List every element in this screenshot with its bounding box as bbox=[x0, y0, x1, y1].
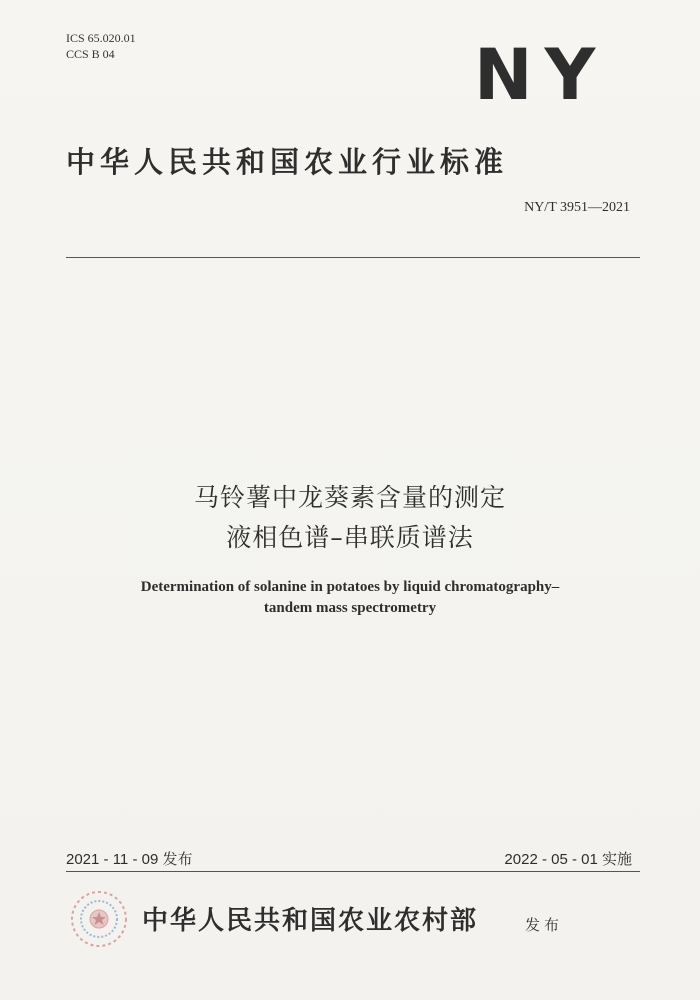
title-chinese-line-1: 马铃薯中龙葵素含量的测定 bbox=[193, 483, 506, 512]
issue-date: 2021 - 11 - 09 发布 bbox=[66, 851, 193, 868]
title-english-line-2: tandem mass spectrometry bbox=[263, 600, 437, 616]
top-divider bbox=[66, 257, 640, 258]
issuing-authority: 中华人民共和国农业农村部 bbox=[142, 906, 479, 936]
effective-date: 2022 - 05 - 01 实施 bbox=[504, 851, 632, 868]
issuer-suffix: 发布 bbox=[525, 916, 564, 934]
ccs-code: CCS B 04 bbox=[66, 47, 115, 61]
ics-code: ICS 65.020.01 bbox=[66, 31, 136, 45]
title-english-line-1: Determination of solanine in potatoes by liquid chromatography– bbox=[140, 579, 560, 595]
ny-logo: NY bbox=[474, 34, 608, 116]
standard-number: NY/T 3951—2021 bbox=[524, 200, 630, 215]
classification-codes bbox=[66, 30, 136, 62]
standard-category-title: 中华人民共和国农业行业标准 bbox=[66, 145, 509, 179]
bottom-divider bbox=[66, 871, 640, 872]
title-chinese-line-2: 液相色谱–串联质谱法 bbox=[226, 523, 474, 552]
emblem-icon bbox=[68, 888, 130, 950]
